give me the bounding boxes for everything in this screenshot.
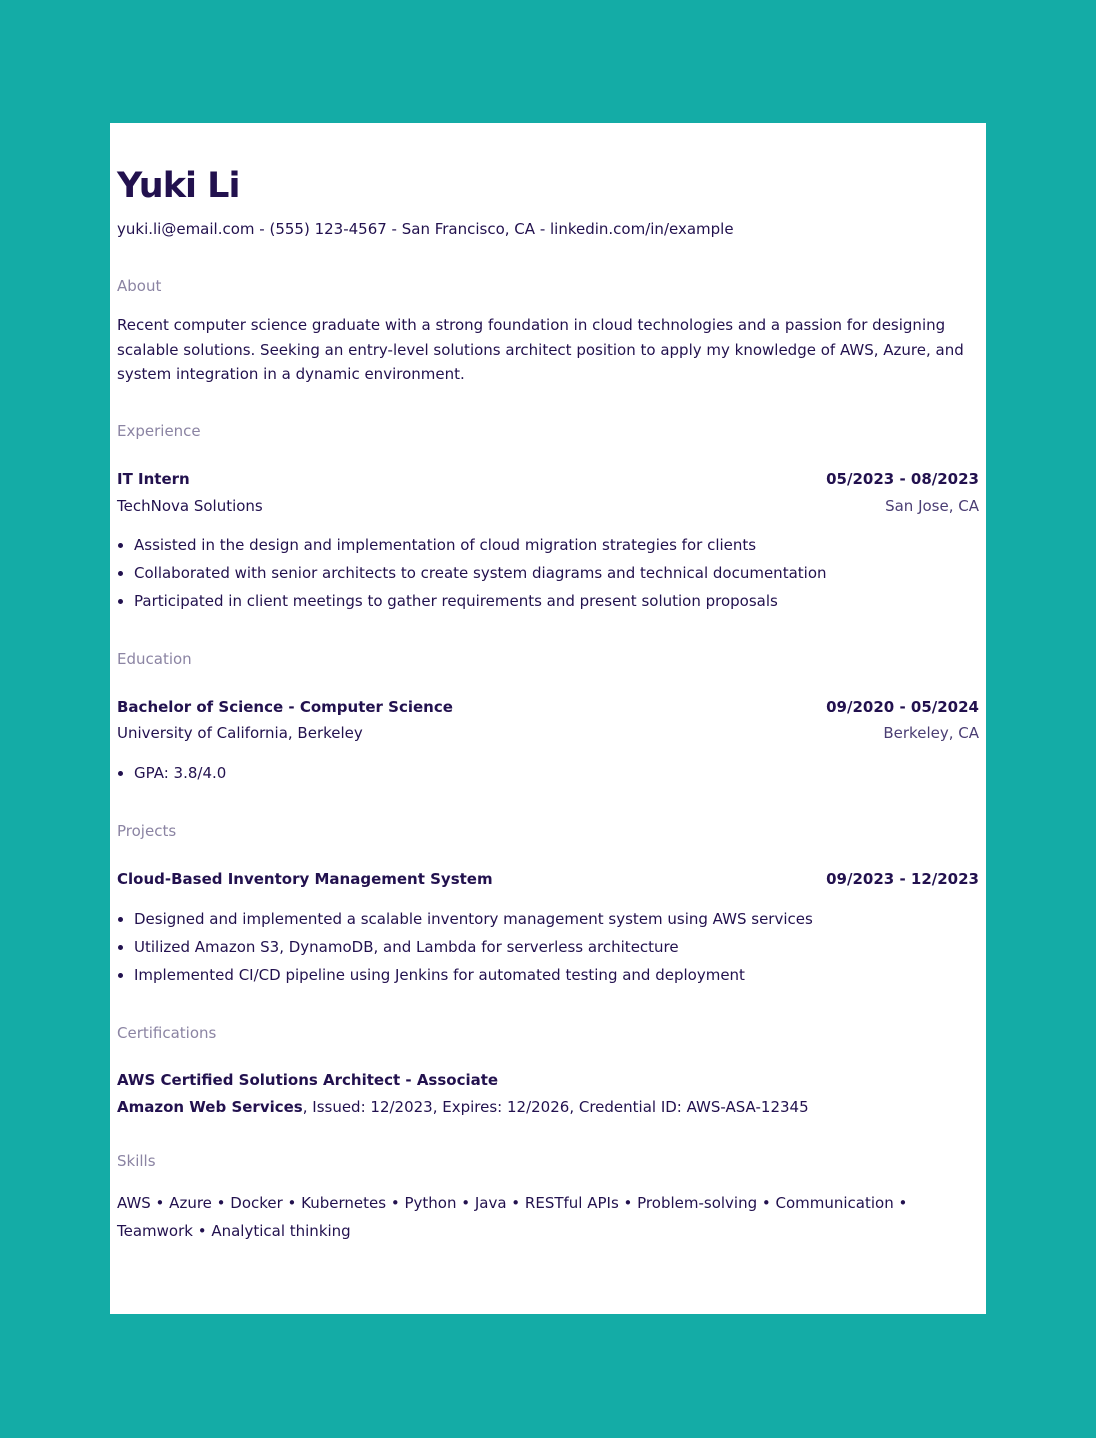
list-item: • Designed and implemented a scalable inventory management system using AWS services: [134, 905, 813, 933]
education-degree: Bachelor of Science - Computer Science: [117, 698, 453, 716]
experience-company: TechNova Solutions: [117, 497, 263, 515]
section-title-experience: Experience: [117, 422, 201, 440]
education-location: Berkeley, CA: [883, 724, 979, 742]
section-title-about: About: [117, 277, 162, 295]
about-text: Recent computer science graduate with a strong foundation in cloud technologies and a passion for designing scalable solutions. Seeking an entry-level solutions architect position to apply my knowledge of AWS, Azure, and system integration in a dynamic environment.: [117, 316, 964, 383]
list-item: • Assisted in the design and implementation of cloud migration strategies for clients: [134, 531, 827, 559]
education-school: University of California, Berkeley: [117, 724, 363, 742]
section-title-skills: Skills: [117, 1152, 156, 1170]
project-dates: 09/2023 - 12/2023: [826, 870, 979, 888]
list-item: • Collaborated with senior architects to create system diagrams and technical documentation: [134, 559, 827, 587]
list-item: • Participated in client meetings to gather requirements and present solution proposals: [134, 587, 827, 615]
candidate-name: Yuki Li: [117, 166, 240, 206]
project-header-row: [117, 868, 979, 890]
section-title-certifications: Certifications: [117, 1024, 217, 1042]
resume-page: [110, 123, 986, 1314]
skills-line-2: [117, 1220, 979, 1242]
project-name: Cloud-Based Inventory Management System: [117, 870, 493, 888]
certification-details-row: [117, 1096, 979, 1118]
education-bullets: [117, 759, 226, 787]
contact-line: yuki.li@email.com - (555) 123-4567 - San Francisco, CA - linkedin.com/in/example: [117, 220, 734, 238]
experience-role: IT Intern: [117, 470, 190, 488]
list-item: • Utilized Amazon S3, DynamoDB, and Lambda for serverless architecture: [134, 933, 813, 961]
education-school-row: [117, 722, 979, 744]
education-dates: 09/2020 - 05/2024: [826, 698, 979, 716]
certification-name: AWS Certified Solutions Architect - Associate: [117, 1071, 499, 1089]
section-title-education: Education: [117, 650, 192, 668]
section-title-projects: Projects: [117, 822, 177, 840]
skills-text-2: Teamwork • Analytical thinking: [117, 1222, 351, 1240]
certification-name-row: [117, 1069, 979, 1091]
certification-meta: , Issued: 12/2023, Expires: 12/2026, Credential ID: AWS-ASA-12345: [302, 1098, 809, 1116]
experience-bullets: [117, 531, 827, 615]
certification-details: [117, 1096, 809, 1118]
skills-text-1: AWS • Azure • Docker • Kubernetes • Python • Java • RESTful APIs • Problem-solving • Communication •: [117, 1194, 908, 1212]
experience-location: San Jose, CA: [885, 497, 979, 515]
list-item: • GPA: 3.8/4.0: [134, 759, 226, 787]
experience-dates: 05/2023 - 08/2023: [826, 470, 979, 488]
certification-issuer: Amazon Web Services: [117, 1098, 303, 1116]
experience-company-row: [117, 495, 979, 517]
project-bullets: [117, 905, 813, 989]
list-item: • Implemented CI/CD pipeline using Jenkins for automated testing and deployment: [134, 961, 813, 989]
experience-header-row: [117, 468, 979, 490]
skills-line-1: [117, 1192, 979, 1214]
education-header-row: [117, 696, 979, 718]
